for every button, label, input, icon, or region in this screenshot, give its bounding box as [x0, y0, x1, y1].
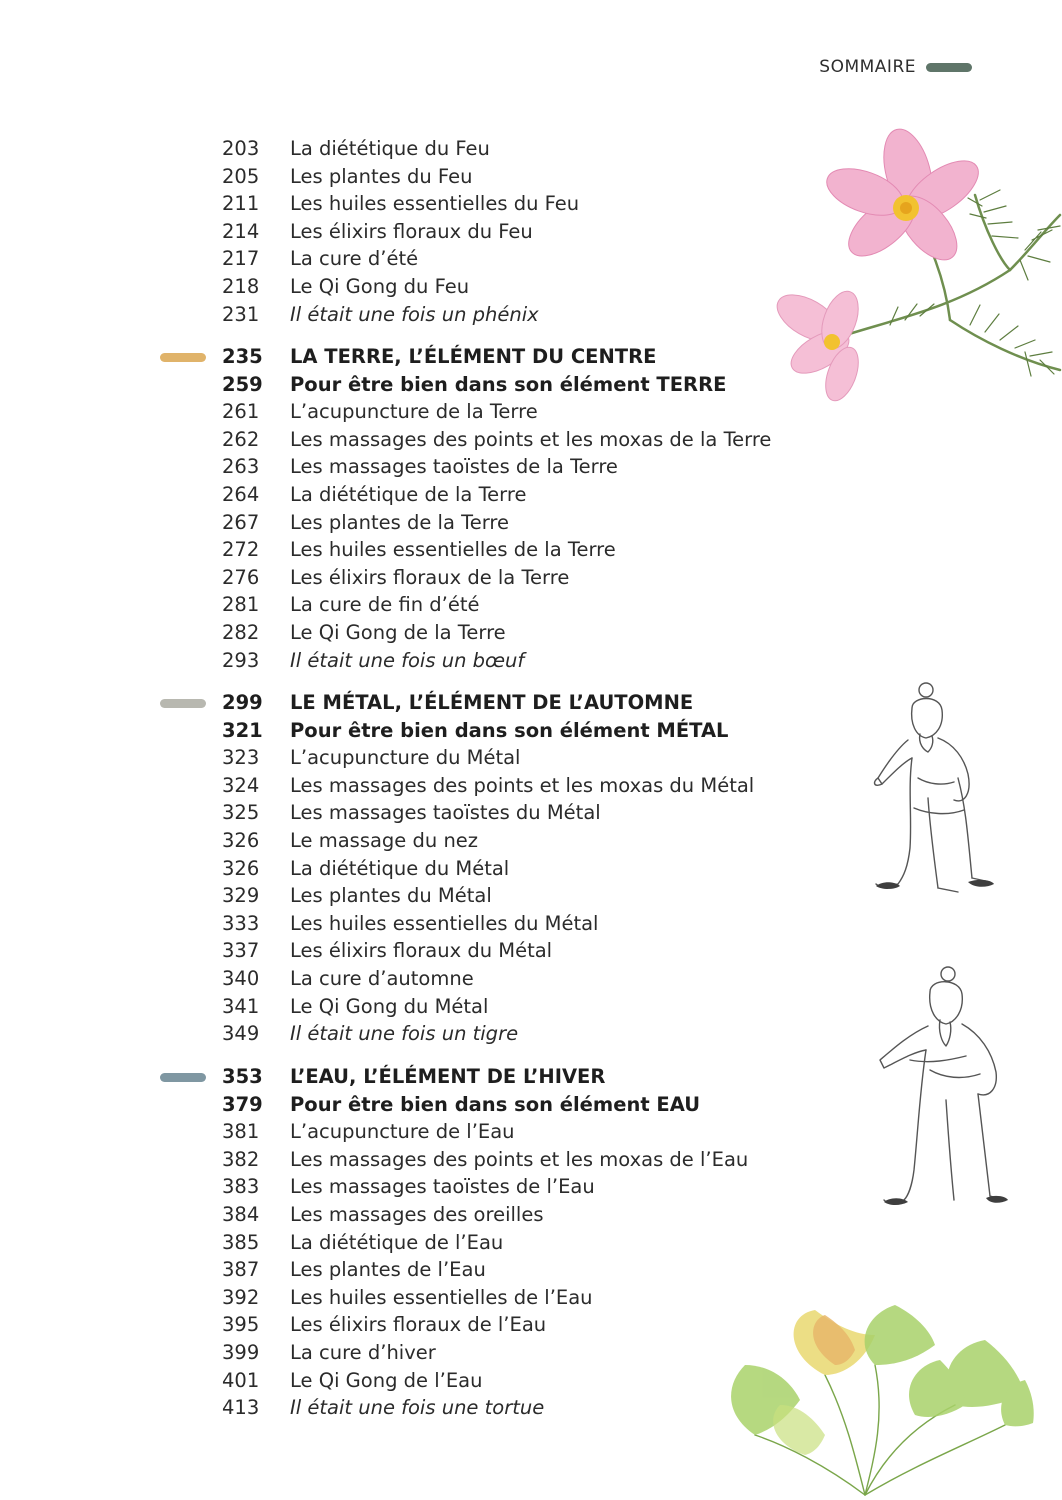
- toc-entry-title: Il était une fois un phénix: [290, 302, 539, 326]
- toc-entry-title: Les plantes du Métal: [290, 884, 492, 908]
- toc-entry-title: L’acupuncture du Métal: [290, 746, 521, 770]
- toc-page-number: 340: [222, 966, 260, 990]
- toc-page-number: 235: [222, 345, 263, 368]
- toc-entry[interactable]: [0, 591, 800, 619]
- toc-page-number: 333: [222, 911, 260, 935]
- toc-entry[interactable]: [0, 135, 800, 163]
- toc-entry-title: Le Qi Gong de la Terre: [290, 620, 506, 644]
- toc-page-number: 337: [222, 939, 260, 963]
- toc-entry[interactable]: [0, 1311, 800, 1339]
- toc-entry[interactable]: [0, 965, 800, 993]
- toc-page-number: 349: [222, 1022, 260, 1046]
- toc-subheading[interactable]: [0, 371, 800, 399]
- toc-page-number: 326: [222, 828, 260, 852]
- toc-entry-title: La cure de fin d’été: [290, 593, 480, 617]
- toc-entry-tale[interactable]: [0, 1394, 800, 1422]
- toc-page-number: 325: [222, 801, 260, 825]
- toc-entry-title: L’acupuncture de la Terre: [290, 400, 538, 424]
- toc-entry-title: Les élixirs floraux de l’Eau: [290, 1313, 547, 1337]
- terre-color-marker: [160, 353, 206, 362]
- lower-pink-blossom: [770, 285, 865, 405]
- toc-entry-title: Les massages des oreilles: [290, 1202, 544, 1226]
- toc-page-number: 264: [222, 482, 260, 506]
- toc-page-number: 326: [222, 856, 260, 880]
- toc-page-number: 321: [222, 718, 263, 742]
- toc-page-number: 392: [222, 1285, 260, 1309]
- toc-entry[interactable]: [0, 1146, 800, 1174]
- toc-page-number: 399: [222, 1340, 260, 1364]
- toc-entry[interactable]: [0, 799, 800, 827]
- toc-entry[interactable]: [0, 398, 800, 426]
- qigong-figure-illustration: [870, 960, 1010, 1210]
- ginkgo-leaves-illustration: [715, 1305, 1035, 1500]
- toc-entry-title: Les élixirs floraux du Feu: [290, 219, 533, 243]
- toc-page-number: 205: [222, 164, 260, 188]
- toc-page-number: 282: [222, 620, 260, 644]
- toc-entry-title: Les massages taoïstes de la Terre: [290, 455, 618, 479]
- toc-entry-title: Les plantes du Feu: [290, 164, 473, 188]
- toc-entry[interactable]: [0, 1367, 800, 1395]
- toc-entry[interactable]: [0, 744, 800, 772]
- toc-page-number: 203: [222, 137, 260, 160]
- toc-page-number: 329: [222, 884, 260, 908]
- page-title: SOMMAIRE: [819, 57, 916, 77]
- toc-chapter-title: LE MÉTAL, L’ÉLÉMENT DE L’AUTOMNE: [290, 691, 694, 714]
- toc-subheading-title: Pour être bien dans son élément MÉTAL: [290, 718, 729, 742]
- toc-entry[interactable]: [0, 245, 800, 273]
- toc-section-terre: [0, 343, 800, 674]
- toc-entry-title: L’acupuncture de l’Eau: [290, 1120, 515, 1144]
- toc-entry-title: La diététique du Feu: [290, 137, 490, 160]
- toc-entry[interactable]: [0, 1229, 800, 1257]
- toc-subheading[interactable]: [0, 1091, 800, 1119]
- toc-entry-title: La diététique du Métal: [290, 856, 510, 880]
- toc-entry-title: Le Qi Gong du Feu: [290, 274, 470, 298]
- toc-entry-title: Les massages des points et les moxas du Métal: [290, 773, 755, 797]
- toc-entry[interactable]: [0, 993, 800, 1021]
- toc-entry[interactable]: [0, 481, 800, 509]
- toc-page-number: 379: [222, 1092, 263, 1116]
- toc-chapter-heading[interactable]: [0, 689, 800, 717]
- toc-entry-title: Les massages des points et les moxas de l’Eau: [290, 1147, 749, 1171]
- toc-entry-title: Les huiles essentielles de l’Eau: [290, 1285, 593, 1309]
- toc-page-number: 263: [222, 455, 260, 479]
- toc-entry-title: Les huiles essentielles de la Terre: [290, 538, 616, 562]
- toc-page-number: 353: [222, 1065, 263, 1088]
- toc-entry-title: La cure d’été: [290, 247, 419, 271]
- toc-entry-title: Les élixirs floraux du Métal: [290, 939, 553, 963]
- toc-entry-title: Le Qi Gong du Métal: [290, 994, 489, 1018]
- toc-page-number: 217: [222, 247, 260, 271]
- toc-entry[interactable]: [0, 1339, 800, 1367]
- toc-entry-title: La diététique de l’Eau: [290, 1230, 504, 1254]
- toc-page-number: 211: [222, 192, 260, 216]
- toc-entry-title: Il était une fois un tigre: [290, 1022, 519, 1046]
- toc-entry[interactable]: [0, 1118, 800, 1146]
- page-header: [819, 57, 972, 77]
- toc-entry-title: La cure d’automne: [290, 966, 474, 990]
- toc-entry-title: Les plantes de la Terre: [290, 510, 509, 534]
- toc-entry[interactable]: [0, 190, 800, 218]
- toc-page-number: 382: [222, 1147, 260, 1171]
- toc-subheading-title: Pour être bien dans son élément EAU: [290, 1092, 701, 1116]
- toc-entry[interactable]: [0, 218, 800, 246]
- toc-entry-title: La diététique de la Terre: [290, 482, 527, 506]
- toc-page-number: 267: [222, 510, 260, 534]
- toc-page-number: 276: [222, 565, 260, 589]
- toc-entry[interactable]: [0, 855, 800, 883]
- toc-entry-title: La cure d’hiver: [290, 1340, 436, 1364]
- toc-page-number: 262: [222, 427, 260, 451]
- toc-page-number: 323: [222, 746, 260, 770]
- toc-page-number: 324: [222, 773, 260, 797]
- toc-entry[interactable]: [0, 536, 800, 564]
- toc-page-number: 261: [222, 400, 260, 424]
- toc-entry-title: Les massages taoïstes de l’Eau: [290, 1175, 595, 1199]
- toc-page-number: 387: [222, 1258, 260, 1282]
- toc-page-number: 299: [222, 691, 263, 714]
- toc-subheading[interactable]: [0, 717, 800, 745]
- toc-entry-tale[interactable]: [0, 647, 800, 675]
- toc-page-number: 259: [222, 372, 263, 396]
- toc-entry[interactable]: [0, 1256, 800, 1284]
- toc-page-number: 272: [222, 538, 260, 562]
- toc-page-number: 385: [222, 1230, 260, 1254]
- toc-page-number: 383: [222, 1175, 260, 1199]
- toc-page-number: 293: [222, 648, 260, 672]
- toc-entry[interactable]: [0, 1284, 800, 1312]
- toc-chapter-title: LA TERRE, L’ÉLÉMENT DU CENTRE: [290, 345, 657, 368]
- toc-entry[interactable]: [0, 882, 800, 910]
- toc-entry-title: Il était une fois une tortue: [290, 1396, 545, 1420]
- toc-entry[interactable]: [0, 163, 800, 191]
- toc-page-number: 341: [222, 994, 260, 1018]
- eau-color-marker: [160, 1073, 206, 1082]
- toc-entry-title: Les huiles essentielles du Feu: [290, 192, 580, 216]
- toc-entry[interactable]: [0, 619, 800, 647]
- toc-entry[interactable]: [0, 1173, 800, 1201]
- toc-entry-title: Les élixirs floraux de la Terre: [290, 565, 570, 589]
- toc-entry-tale[interactable]: [0, 301, 800, 329]
- toc-entry[interactable]: [0, 827, 800, 855]
- toc-section-feu: [0, 135, 800, 328]
- toc-page-number: 384: [222, 1202, 260, 1226]
- toc-chapter-title: L’EAU, L’ÉLÉMENT DE L’HIVER: [290, 1065, 606, 1088]
- metal-color-marker: [160, 699, 206, 708]
- toc-page-number: 401: [222, 1368, 260, 1392]
- toc-entry-title: Les plantes de l’Eau: [290, 1258, 486, 1282]
- toc-section-eau: [0, 1063, 800, 1422]
- toc-entry-title: Il était une fois un bœuf: [290, 648, 525, 672]
- cosmos-flower-illustration: [770, 120, 1062, 405]
- toc-entry-title: Le massage du nez: [290, 828, 479, 852]
- toc-page-number: 218: [222, 274, 260, 298]
- toc-entry-title: Le Qi Gong de l’Eau: [290, 1368, 483, 1392]
- toc-page-number: 281: [222, 593, 260, 617]
- toc-entry[interactable]: [0, 453, 800, 481]
- toc-page-number: 214: [222, 219, 260, 243]
- toc-entry[interactable]: [0, 564, 800, 592]
- toc-chapter-heading[interactable]: [0, 343, 800, 371]
- toc-subheading-title: Pour être bien dans son élément TERRE: [290, 372, 727, 396]
- toc-page-number: 381: [222, 1120, 260, 1144]
- toc-entry[interactable]: [0, 937, 800, 965]
- header-accent-bar: [926, 63, 972, 72]
- toc-entry-title: Les huiles essentielles du Métal: [290, 911, 599, 935]
- toc-entry-title: Les massages taoïstes du Métal: [290, 801, 601, 825]
- toc-entry-tale[interactable]: [0, 1020, 800, 1048]
- toc-entry[interactable]: [0, 509, 800, 537]
- toc-entry[interactable]: [0, 426, 800, 454]
- toc-page-number: 395: [222, 1313, 260, 1337]
- toc-page-number: 231: [222, 302, 260, 326]
- toc-entry[interactable]: [0, 910, 800, 938]
- toc-entry[interactable]: [0, 273, 800, 301]
- toc-chapter-heading[interactable]: [0, 1063, 800, 1091]
- toc-entry[interactable]: [0, 772, 800, 800]
- toc-entry-title: Les massages des points et les moxas de la Terre: [290, 427, 772, 451]
- toc-entry[interactable]: [0, 1201, 800, 1229]
- toc-section-metal: [0, 689, 800, 1048]
- qigong-figure-illustration: [868, 678, 1008, 903]
- toc-page-number: 413: [222, 1396, 260, 1420]
